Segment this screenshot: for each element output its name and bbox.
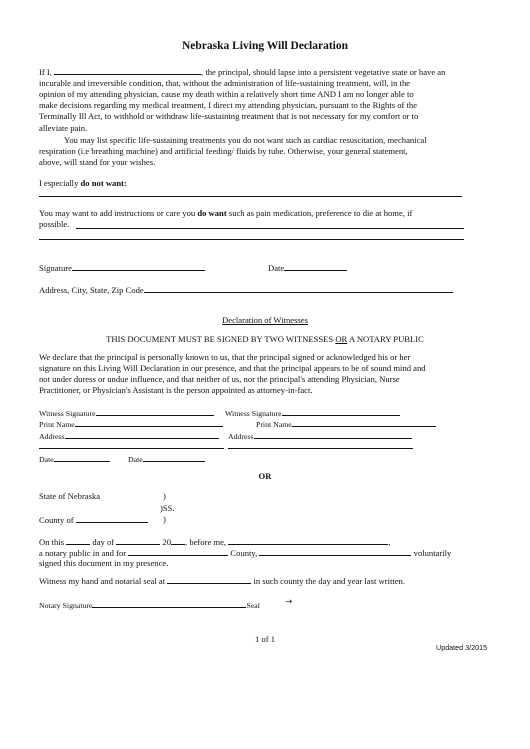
may-list-line-3: above, will stand for your wishes.	[39, 157, 156, 167]
declare-line-1: We declare that the principal is personally known to us, that the principal signed or acknowledged his or her	[39, 352, 411, 362]
ss-label: )SS.	[160, 503, 175, 513]
witness-2-print-row	[256, 418, 436, 429]
seal-label: Seal	[246, 601, 260, 610]
witness-2-address-row	[228, 430, 412, 441]
address-field[interactable]	[144, 284, 453, 293]
if-i-label: If I,	[39, 67, 52, 77]
must-be-signed-or: OR	[335, 334, 348, 344]
witness-1-print-row	[39, 418, 223, 429]
witness-2-address-line-2[interactable]	[228, 448, 413, 449]
before-me-label: , before me,	[185, 537, 227, 547]
witness-2-print-label: Print Name	[256, 420, 292, 429]
must-be-signed	[0, 334, 530, 345]
especially-line	[39, 178, 127, 189]
witness-1-address-line-2[interactable]	[39, 448, 224, 449]
intro-line-1-text: , the principal, should lapse into a persistent vegetative state or have an	[201, 67, 446, 77]
intro-line-2: incurable and irreversible condition, that, without the administration of life-sustaining treatment, will, in the	[39, 78, 411, 88]
notary-signature-label: Notary Signature	[39, 601, 93, 610]
declare-line-2: signature on this Living Will Declaration in our presence, and that the principal appears to be of sound mind and	[39, 363, 426, 373]
date-row	[268, 262, 347, 274]
page-number: 1 of 1	[254, 634, 276, 644]
on-this-label: On this	[39, 537, 65, 547]
month-field[interactable]	[116, 536, 160, 545]
witness-1-date-row	[39, 453, 110, 464]
state-paren: )	[163, 491, 166, 501]
principal-name-field[interactable]	[54, 66, 201, 75]
intro-line-1	[39, 66, 445, 78]
year-prefix: 20	[162, 537, 172, 547]
signature-label: Signature	[39, 263, 72, 273]
instructions-prefix: You may want to add instructions or care you	[39, 208, 198, 218]
address-row	[39, 284, 453, 296]
witness-1-address-row	[39, 430, 219, 441]
witness-2-date-row	[128, 453, 205, 464]
do-not-want-line-1[interactable]	[39, 196, 462, 197]
do-want-line-2[interactable]	[39, 239, 464, 240]
declare-line-4: Practitioner, or Physician's Assistant is the person appointed as attorney-in-fact.	[39, 385, 313, 395]
page-title: Nebraska Living Will Declaration	[181, 40, 348, 52]
witness-1-signature-field[interactable]	[96, 407, 214, 416]
date-field[interactable]	[284, 262, 347, 271]
notarial-seal-location-field[interactable]	[167, 575, 251, 584]
witness-hand-row	[39, 575, 405, 587]
notary-county-field[interactable]	[128, 547, 228, 556]
witness-2-print-field[interactable]	[292, 418, 436, 427]
witness-1-signature-label: Witness Signature	[39, 409, 96, 418]
seal-arrow-icon: →	[285, 597, 293, 607]
signature-row	[39, 262, 205, 274]
signature-field[interactable]	[72, 262, 205, 271]
day-of-label: day of	[92, 537, 115, 547]
witness-heading: Declaration of Witnesses	[222, 315, 308, 325]
county-paren: )	[163, 514, 166, 524]
before-me-comma: ,	[388, 537, 391, 547]
county-of-label: County of	[39, 515, 74, 525]
notary-signature-row	[39, 599, 260, 610]
on-this-day-field[interactable]	[66, 536, 90, 545]
witness-2-address-field[interactable]	[254, 430, 412, 439]
witness-1-address-field[interactable]	[65, 430, 219, 439]
county-of-field[interactable]	[76, 514, 148, 523]
instructions-line-1	[39, 208, 412, 219]
instructions-line-2: possible.	[39, 219, 70, 229]
witness-hand-label: Witness my hand and notarial seal at	[39, 576, 166, 586]
intro-line-6: alleviate pain.	[39, 123, 88, 133]
do-want-line-1[interactable]	[76, 228, 464, 229]
or-divider: OR	[258, 471, 272, 481]
notary-public-label: a notary public in and for	[39, 548, 127, 558]
before-me-field[interactable]	[228, 536, 391, 547]
witness-1-print-field[interactable]	[75, 418, 223, 427]
year-field[interactable]	[171, 536, 185, 545]
especially-bold: do not want:	[80, 178, 127, 188]
signed-doc-line: signed this document in my presence.	[39, 558, 169, 568]
in-such-county-label: in such county the day and year last written.	[253, 576, 405, 586]
notary-name-field[interactable]	[259, 547, 411, 556]
address-label: Address, City, State, Zip Code	[39, 285, 144, 295]
witness-2-address-label: Address	[228, 432, 254, 441]
witness-2-signature-field[interactable]	[282, 407, 400, 416]
must-be-signed-before: THIS DOCUMENT MUST BE SIGNED BY TWO WITNESSES	[106, 334, 336, 344]
witness-1-date-field[interactable]	[54, 453, 110, 462]
witness-1-address-label: Address	[39, 432, 65, 441]
intro-line-5: Terminally Ill Act, to withhold or withdraw life-sustaining treatment that is not necessary for my comfort or to	[39, 111, 419, 121]
witness-2-signature-label: Witness Signature	[225, 409, 282, 418]
witness-1-print-label: Print Name	[39, 420, 75, 429]
voluntarily-label: voluntarily	[413, 548, 452, 558]
intro-line-3: opinion of my attending physician, cause my death within a relatively short time AND I am no longer able to	[39, 89, 414, 99]
witness-2-date-field[interactable]	[143, 453, 205, 462]
updated-label: Updated 3/2015	[436, 643, 488, 652]
notary-signature-field[interactable]	[92, 599, 246, 608]
county-comma-label: County,	[230, 548, 258, 558]
witness-2-signature-row	[225, 407, 400, 418]
may-list-line-1: You may list specific life-sustaining treatments you do not want such as cardiac resuscitation, mechanical	[64, 135, 427, 145]
state-of-label: State of Nebraska	[39, 491, 101, 501]
date-label: Date	[268, 263, 285, 273]
witness-1-date-label: Date	[39, 455, 54, 464]
especially-prefix: I especially	[39, 178, 81, 188]
witness-1-signature-row	[39, 407, 214, 418]
instructions-bold: do want	[197, 208, 227, 218]
witness-2-date-label: Date	[128, 455, 143, 464]
must-be-signed-after: A NOTARY PUBLIC	[347, 334, 424, 344]
declare-line-3: not under duress or undue influence, and that neither of us, nor the principal's attending Physician, Nurse	[39, 374, 400, 384]
county-row	[39, 514, 148, 526]
intro-line-4: make decisions regarding my medical treatment, I direct my attending physician, pursuant to the Rights of the	[39, 100, 418, 110]
may-list-line-2: respiration (i.e breathing machine) and artificial feeding/ fluids by tube. Otherwise, your general statement,	[39, 146, 408, 156]
instructions-suffix: such as pain medication, preference to die at home, if	[226, 208, 413, 218]
